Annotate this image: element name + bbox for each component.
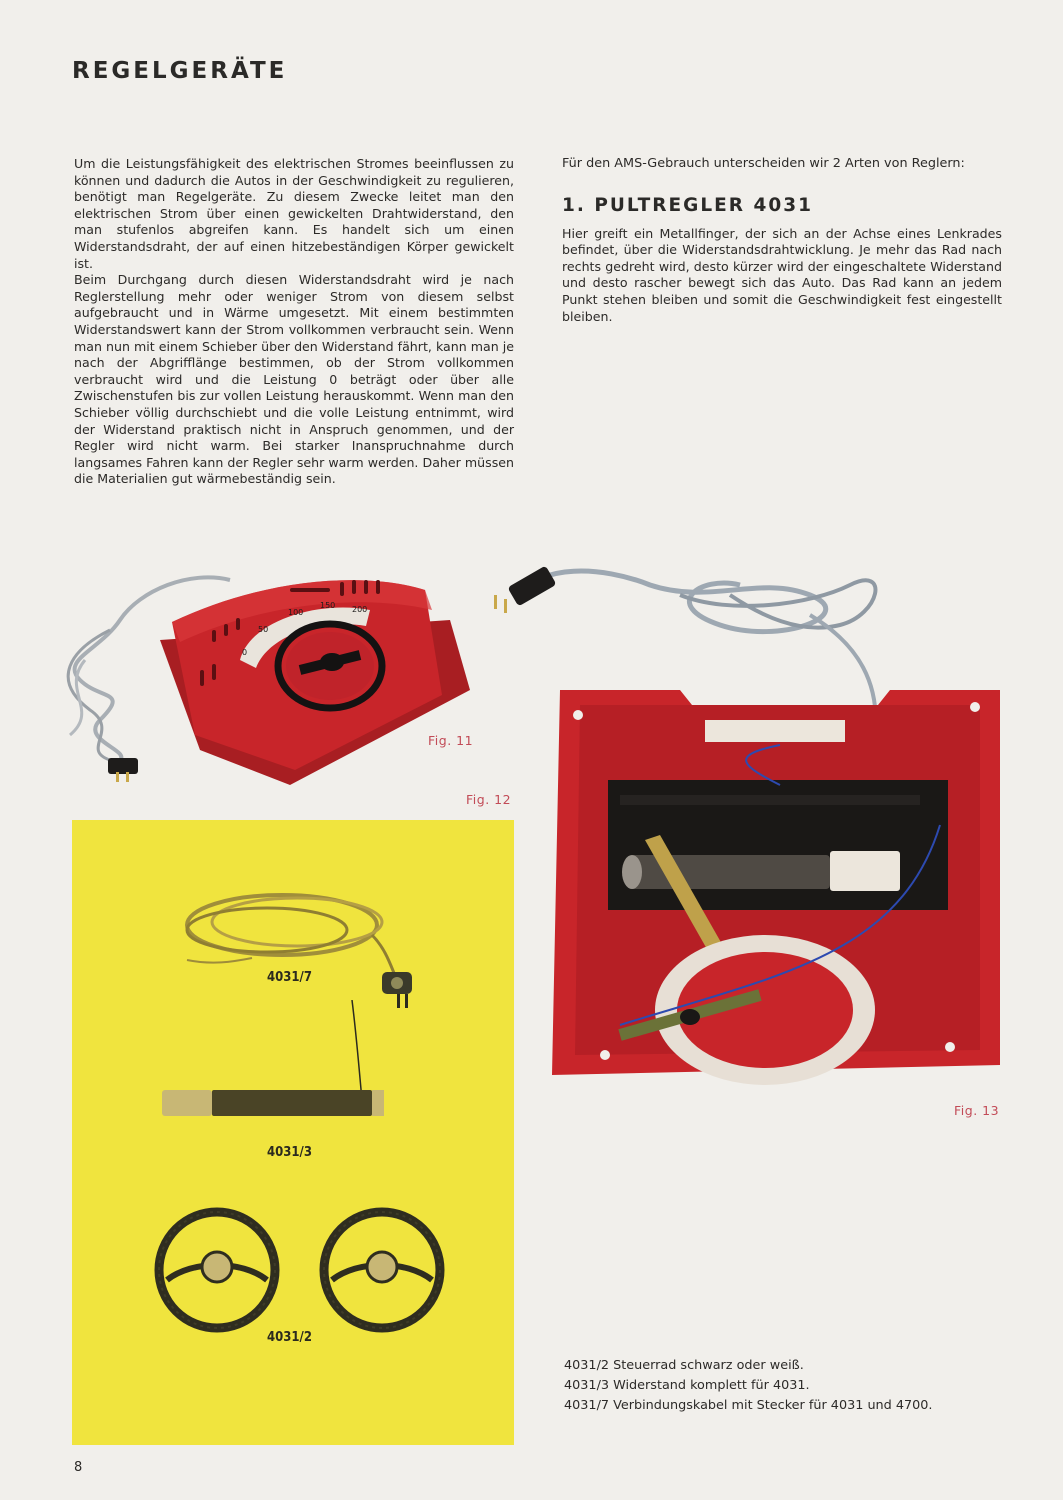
pultregler-section <box>562 156 1002 325</box>
resistor-part-image <box>152 1000 472 1140</box>
list-item: 4031/7 Verbindungskabel mit Stecker für 4031 und 4700. <box>564 1398 933 1413</box>
page-title: REGELGERÄTE <box>72 58 288 84</box>
page-number: 8 <box>74 1460 83 1475</box>
wheel-part-label: 4031/2 <box>267 1330 312 1345</box>
controller-photo <box>40 560 480 800</box>
list-item: 4031/2 Steuerrad schwarz oder weiß. <box>564 1358 804 1373</box>
paragraph-2: Beim Durchgang durch diesen Widerstandsdraht wird je nach Reglerstellung mehr oder weniger Strom von diesem selbst aufgebraucht und in Wärme umgesetzt. Mit einem bestimmten Widerstandswert kann der Strom vollkommen verbraucht sein. Wenn man nun mit einem Schieber über den Widerstand fährt, kann man je nach der Abgrifflänge bestimmen, ob der Strom vollkommen verbraucht wird und die Leistung 0 beträgt oder über alle Zwischenstufen bis zur vollen Leistung herauskommt. Wenn man den Schieber völlig durchschiebt und die volle Leistung entnimmt, wird der Widerstand praktisch nicht in Anspruch genommen, und der Regler wird nicht warm. Bei starker Inanspruchnahme durch langsames Fahren kann der Regler sehr warm werden. Daher müssen die Materialien gut wärmebeständig sein. <box>74 272 514 487</box>
parts-list <box>564 1356 1004 1416</box>
section-body: Hier greift ein Metallfinger, der sich an der Achse eines Lenkrades befindet, über die Widerstandsdrahtwicklung. Je mehr das Rad nach rechts gedreht wird, desto kürzer wird der eingeschaltete Widerstand und desto rascher bewegt sich das Auto. Das Rad kann an jedem Punkt stehen bleiben und somit die Geschwindigkeit fest eingestellt bleiben. <box>562 225 1002 324</box>
list-item: 4031/3 Widerstand komplett für 4031. <box>564 1378 810 1393</box>
intro-text <box>74 156 514 488</box>
controller-interior-photo <box>480 555 1020 1095</box>
cable-part-label: 4031/7 <box>267 970 312 985</box>
fig12-caption: Fig. 12 <box>466 792 512 807</box>
dial-tick-0: 0 <box>242 648 248 657</box>
fig11-caption: Fig. 11 <box>428 733 474 748</box>
dial-tick-150: 150 <box>320 601 336 610</box>
wheels-part-image <box>132 1205 472 1345</box>
dial-tick-100: 100 <box>288 608 304 617</box>
parts-panel <box>72 820 514 1445</box>
dial-tick-50: 50 <box>258 625 269 634</box>
fig13-caption: Fig. 13 <box>954 1103 1000 1118</box>
paragraph-1: Um die Leistungsfähigkeit des elektrischen Stromes beeinflussen zu können und dadurch die Autos in der Geschwindigkeit zu regulieren, benötigt man Regelgeräte. Zu diesem Zwecke leitet man den elektrischen Strom über einen gewickelten Drahtwiderstand, den man stufenlos abgreifen kann. Es handelt sich um einen Widerstandsdraht, der auf einen hitzebeständigen Körper gewickelt ist. <box>74 156 514 271</box>
dial-tick-200: 200 <box>352 605 368 614</box>
regulator-types-intro: Für den AMS-Gebrauch unterscheiden wir 2 Arten von Reglern: <box>562 156 965 171</box>
section-heading: 1. PULTREGLER 4031 <box>562 194 813 216</box>
cable-part-image <box>172 880 472 1010</box>
resistor-part-label: 4031/3 <box>267 1145 312 1160</box>
